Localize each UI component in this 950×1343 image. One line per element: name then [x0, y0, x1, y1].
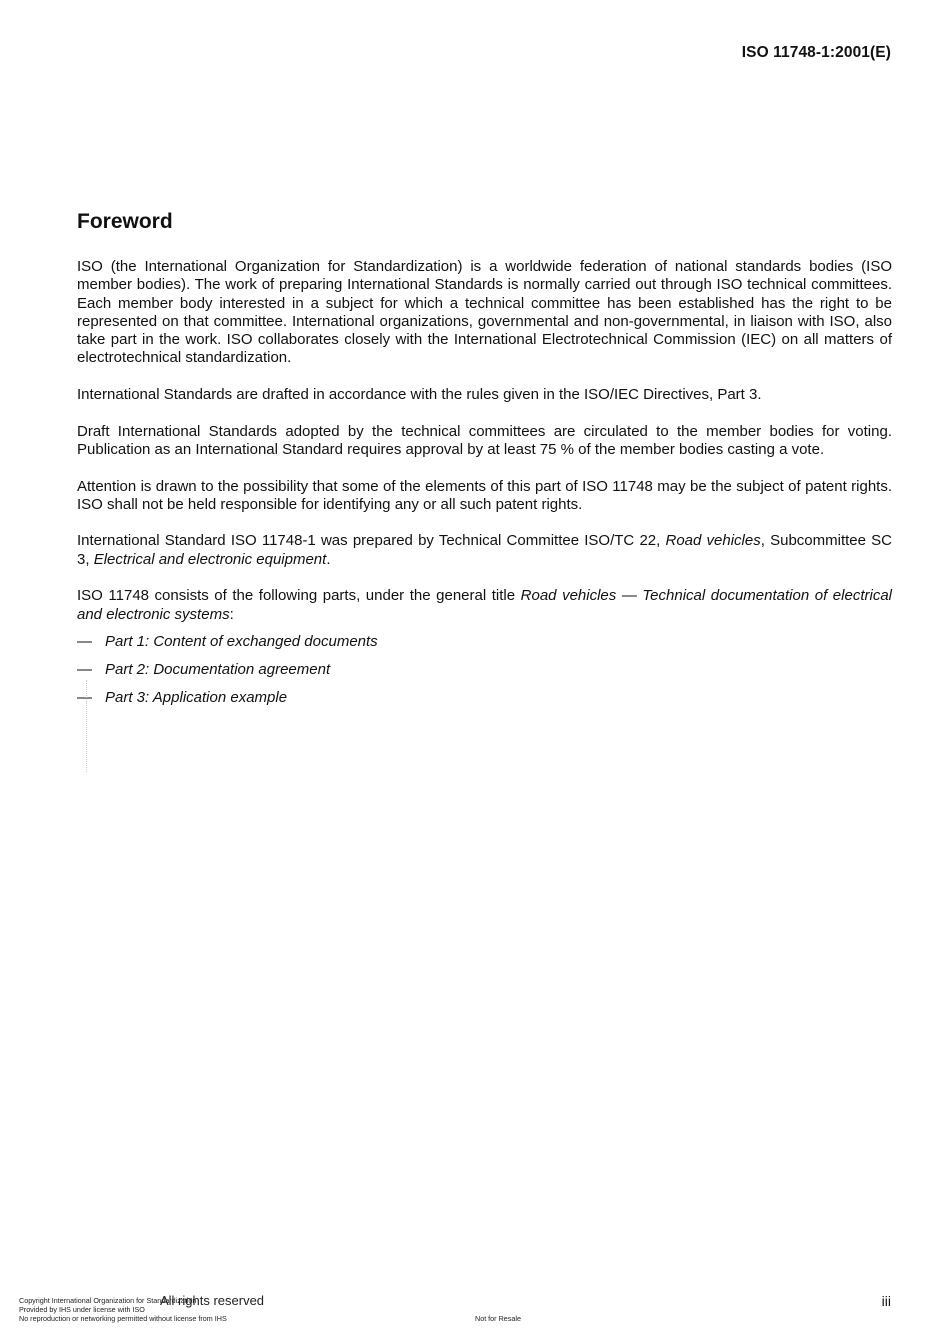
sc-title: Electrical and electronic equipment: [93, 550, 327, 568]
paragraph-draft-standards: Draft International Standards adopted by the technical committees are circulated to the member bodies for voting. Publication as an International Standard requires approval by at least 75 % of the member bodies casting a vote.: [77, 422, 892, 458]
part-title: Part 3: Application example: [105, 688, 288, 706]
list-item: [77, 661, 892, 689]
prepared-end-text: .: [326, 550, 331, 568]
footer-rights-reserved: All rights reserved: [160, 1293, 265, 1308]
tc-title: Road vehicles: [665, 532, 761, 550]
paragraph-directives: International Standards are drafted in accordance with the rules given in the ISO/IEC Directives, Part 3.: [77, 386, 762, 404]
parts-intro-lead: ISO 11748 consists of the following parts, under the general title: [77, 587, 521, 605]
paragraph-iso-intro: ISO (the International Organization for Standardization) is a worldwide federation of national standards bodies (ISO member bodies). The work of preparing International Standards is normally carried out through ISO technical committees. Each member body interested in a subject for which a technical committee has been established has the right to be represented on that committee. International organizations, governmental and non-governmental, in liaison with ISO, also take part in the work. ISO collaborates closely with the International Electrotechnical Commission (IEC) on all matters of electrotechnical standardization.: [77, 258, 892, 367]
prepared-middle-text: , Subcommittee SC 3,: [77, 532, 892, 568]
copyright-line: No reproduction or networking permitted without license from IHS: [19, 1314, 227, 1324]
paragraph-patent-rights: Attention is drawn to the possibility that some of the elements of this part of ISO 11748 may be the subject of patent rights. ISO shall not be held responsible for identifying any or all such patent rights.: [77, 477, 892, 513]
prepared-lead-text: International Standard ISO 11748-1 was prepared by Technical Committee ISO/TC 22,: [77, 532, 666, 550]
page-number: iii: [881, 1293, 891, 1309]
list-dash: —: [77, 688, 92, 706]
list-dash: —: [77, 632, 92, 650]
list-item: [77, 689, 892, 717]
scan-artifact-marks: [86, 680, 89, 772]
list-item: [77, 633, 892, 661]
paragraph-parts-intro: [77, 587, 892, 624]
part-title: Part 2: Documentation agreement: [105, 660, 331, 678]
parts-intro-end: :: [229, 605, 234, 623]
footer-not-for-resale: Not for Resale: [475, 1314, 521, 1323]
list-dash: —: [77, 660, 92, 678]
document-id-header: ISO 11748-1:2001(E): [741, 44, 891, 61]
copyright-line: Provided by IHS under license with ISO: [19, 1305, 145, 1315]
foreword-body: [77, 258, 892, 717]
parts-list: [77, 633, 892, 717]
general-title: Road vehicles — Technical documentation of electrical and electronic systems: [77, 587, 892, 623]
copyright-line: Copyright International Organization for Standardization: [19, 1296, 197, 1305]
paragraph-prepared-by: [77, 532, 892, 569]
part-title: Part 1: Content of exchanged documents: [105, 632, 378, 650]
section-title: Foreword: [77, 210, 173, 233]
